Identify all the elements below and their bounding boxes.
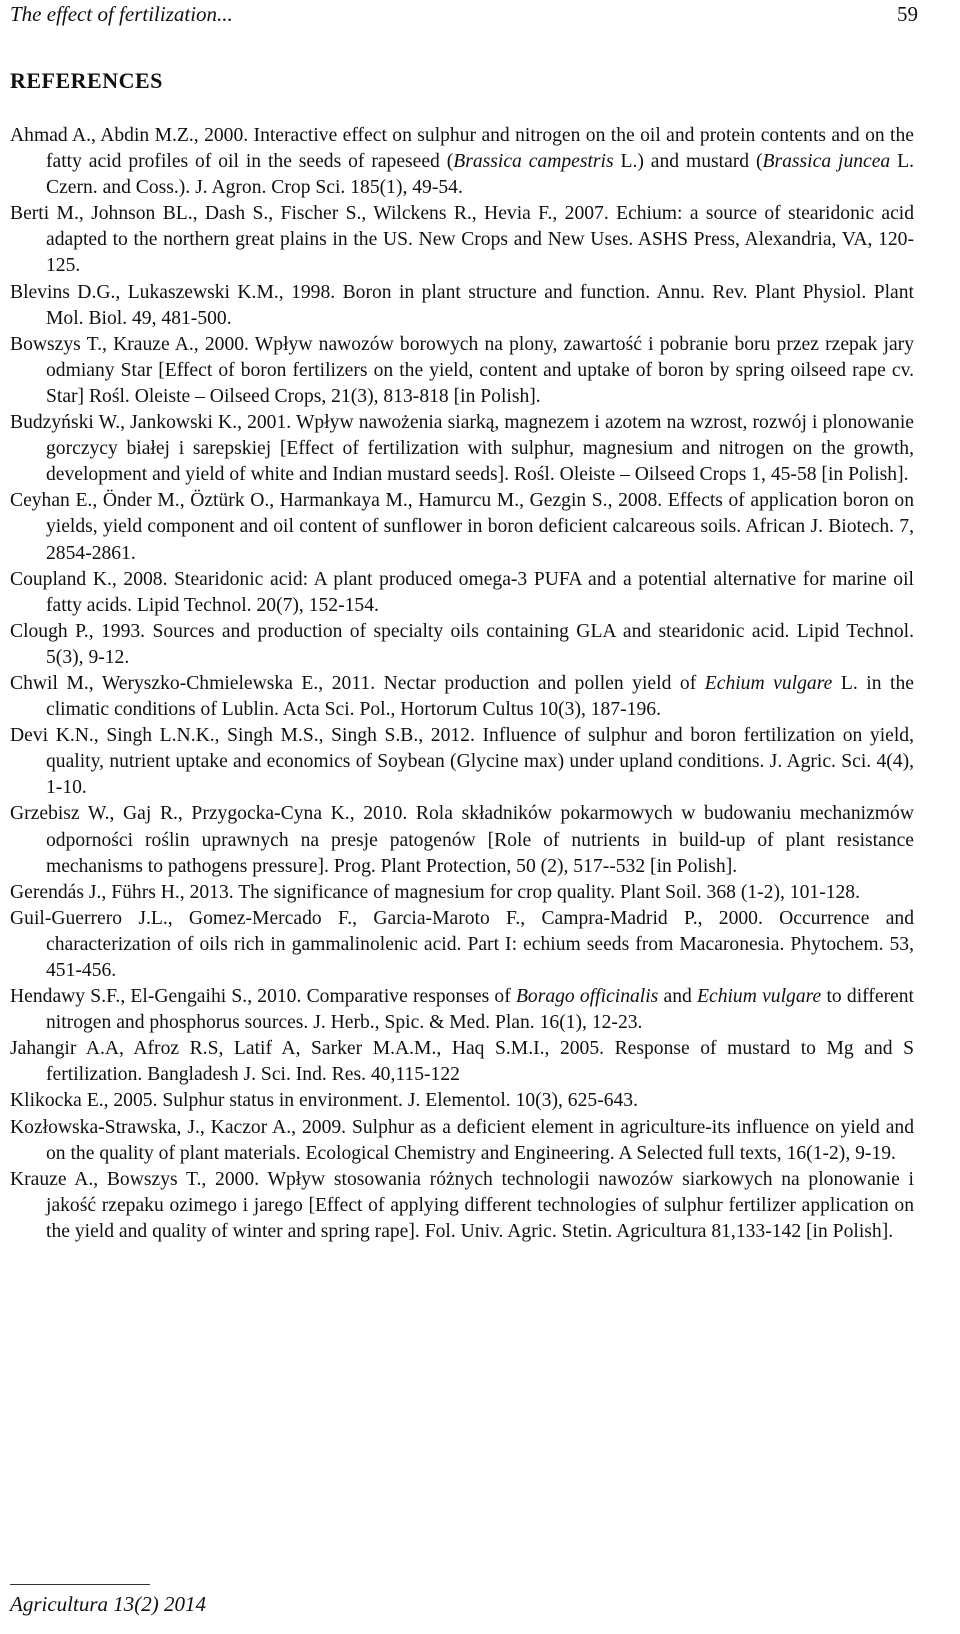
reference-item: Clough P., 1993. Sources and production of specialty oils containing GLA and stearidonic acid. Lipid Technol. 5(3), 9-12. [10,620,914,668]
reference-item: Chwil M., Weryszko-Chmielewska E., 2011. Nectar production and pollen yield of Echium vulgare L. in the climatic conditions of Lublin. Acta Sci. Pol., Hortorum Cultus 10(3), 187-196. [10,672,914,721]
reference-item: Hendawy S.F., El-Gengaihi S., 2010. Comparative responses of Borago officinalis and Echium vulgare to different nitrogen and phosphorus sources. J. Herb., Spic. & Med. Plan. 16(1), 12-23. [10,986,914,1034]
journal-footer: Agricultura 13(2) 2014 [10,1592,206,1616]
reference-item: Klikocka E., 2005. Sulphur status in environment. J. Elementol. 10(3), 625-643. [10,1090,639,1112]
reference-list [10,123,914,1245]
reference-item: Berti M., Johnson BL., Dash S., Fischer S., Wilckens R., Hevia F., 2007. Echium: a source of stearidonic acid adapted to the northern great plains in the US. New Crops and New Uses. ASHS Press, Alexandria, VA, 120-125. [10,203,914,277]
running-header [10,0,918,28]
reference-item: Ahmad A., Abdin M.Z., 2000. Interactive effect on sulphur and nitrogen on the oil and protein contents and on the fatty acid profiles of oil in the seeds of rapeseed (Brassica campestris L.) and mustard (Brassica juncea L. Czern. and Coss.). J. Agron. Crop Sci. 185(1), 49-54. [10,125,914,199]
reference-item: Gerendás J., Führs H., 2013. The significance of magnesium for crop quality. Plant Soil. 368 (1-2), 101-128. [10,881,861,903]
reference-item: Krauze A., Bowszys T., 2000. Wpływ stosowania różnych technologii nawozów siarkowych na plonowanie i jakość rzepaku ozimego i jarego [Effect of applying different technologies of sulphur fertilizer application on the yield and quality of winter and spring rape]. Fol. Univ. Agric. Stetin. Agricultura 81,133-142 [in Polish]. [10,1168,914,1242]
reference-item: Bowszys T., Krauze A., 2000. Wpływ nawozów borowych na plony, zawartość i pobranie boru przez rzepak jary odmiany Star [Effect of boron fertilizers on the yield, content and uptake of boron by spring oilseed rape cv. Star] Rośl. Oleiste – Oilseed Crops, 21(3), 813-818 [in Polish]. [10,333,914,407]
reference-item: Devi K.N., Singh L.N.K., Singh M.S., Singh S.B., 2012. Influence of sulphur and boron fertilization on yield, quality, nutrient uptake and economics of Soybean (Glycine max) under upland conditions. J. Agric. Sci. 4(4), 1-10. [10,725,914,799]
reference-item: Budzyński W., Jankowski K., 2001. Wpływ nawożenia siarką, magnezem i azotem na wzrost, rozwój i plonowanie gorczycy białej i sarepskiej [Effect of fertilization with sulphur, magnesium and nitrogen on the growth, development and yield of white and Indian mustard seeds]. Rośl. Oleiste – Oilseed Crops 1, 45-58 [in Polish]. [10,412,914,486]
reference-item: Kozłowska-Strawska, J., Kaczor A., 2009. Sulphur as a deficient element in agriculture-its influence on yield and on the quality of plant materials. Ecological Chemistry and Engineering. A Selected full texts, 16(1-2), 9-19. [10,1116,914,1164]
reference-item: Jahangir A.A, Afroz R.S, Latif A, Sarker M.A.M., Haq S.M.I., 2005. Response of mustard to Mg and S fertilization. Bangladesh J. Sci. Ind. Res. 40,115-122 [10,1038,914,1086]
reference-item: Coupland K., 2008. Stearidonic acid: A plant produced omega-3 PUFA and a potential alternative for marine oil fatty acids. Lipid Technol. 20(7), 152-154. [10,568,914,616]
footer-divider [10,1584,150,1585]
reference-item: Grzebisz W., Gaj R., Przygocka-Cyna K., 2010. Rola składników pokarmowych w budowaniu mechanizmów odporności roślin uprawnych na presje patogenów [Role of nutrients in build-up of plant resistance mechanisms to pathogens pressure]. Prog. Plant Protection, 50 (2), 517--532 [in Polish]. [10,803,914,877]
reference-item: Blevins D.G., Lukaszewski K.M., 1998. Boron in plant structure and function. Annu. Rev. Plant Physiol. Plant Mol. Biol. 49, 481-500. [10,281,914,329]
reference-item: Ceyhan E., Önder M., Öztürk O., Harmankaya M., Hamurcu M., Gezgin S., 2008. Effects of application boron on yields, yield component and oil content of sunflower in boron deficient calcareous soils. African J. Biotech. 7, 2854-2861. [10,490,914,564]
running-title: The effect of fertilization... [10,2,233,26]
section-title: REFERENCES [10,68,163,93]
reference-item: Guil-Guerrero J.L., Gomez-Mercado F., Garcia-Maroto F., Campra-Madrid P., 2000. Occurrence and characterization of oils rich in gammalinolenic acid. Part I: echium seeds from Macaronesia. Phytochem. 53, 451-456. [10,907,914,981]
page-number: 59 [897,2,918,26]
